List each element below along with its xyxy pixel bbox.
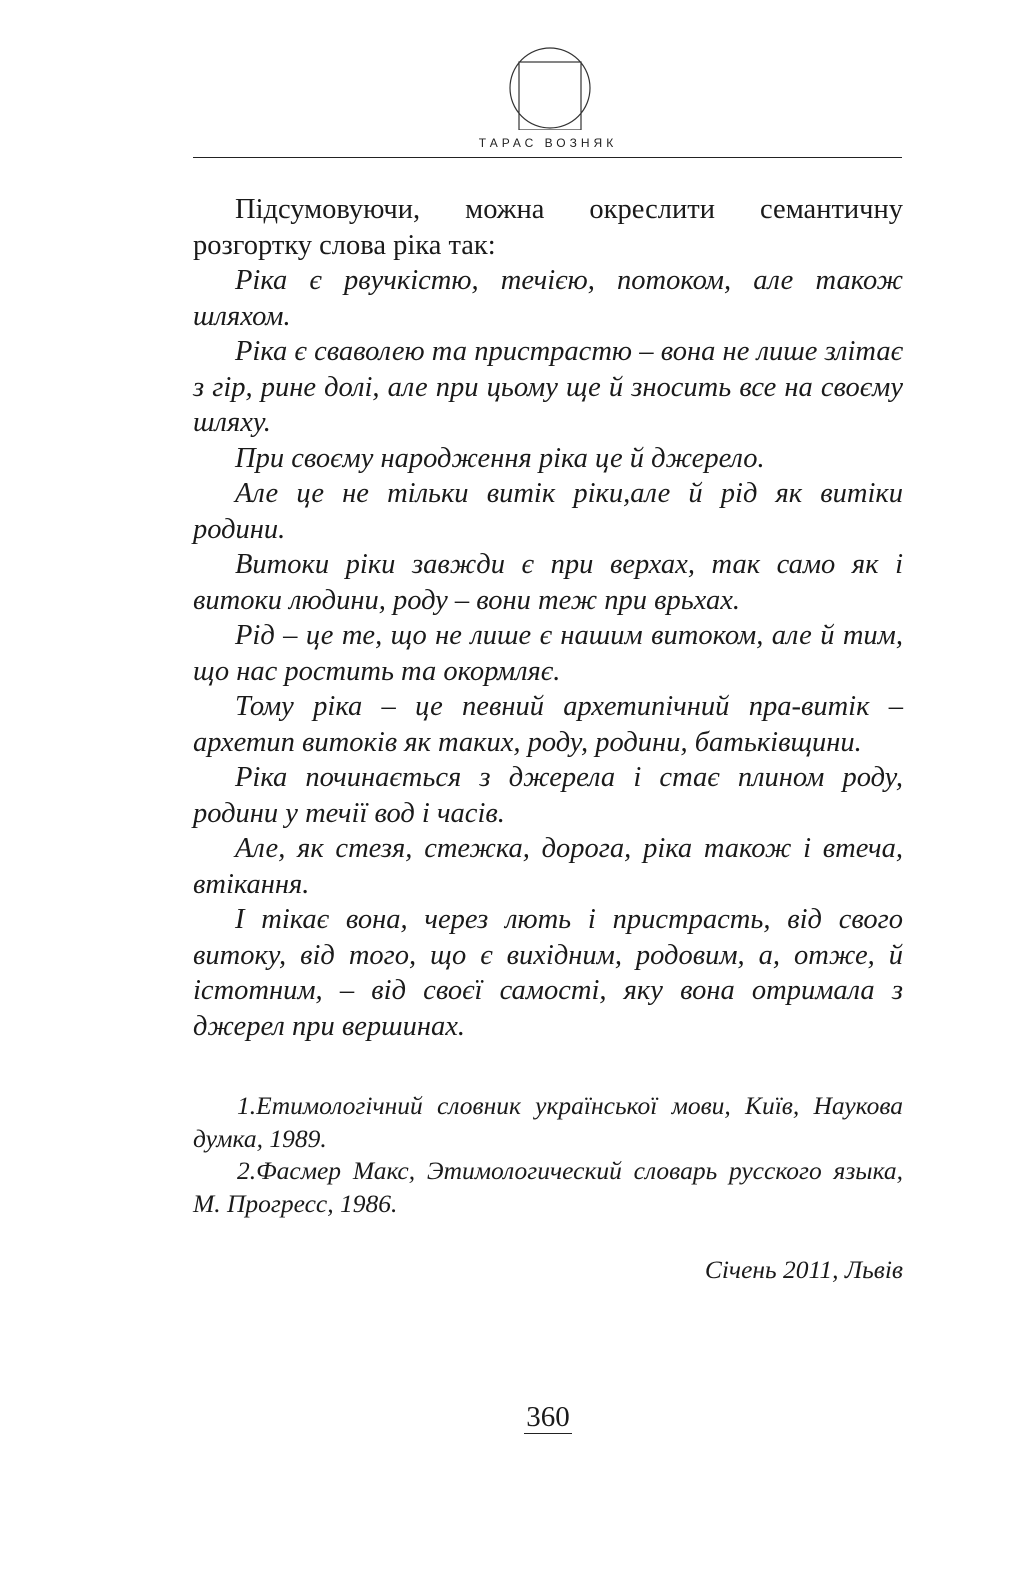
paragraph: Але, як стезя, стежка, дорога, ріка також і втеча, втікання. [193,833,903,900]
references [193,1090,903,1220]
paragraph: Ріка є рвучкістю, течією, потоком, але також шляхом. [193,265,903,332]
paragraph: Але це не тільки витік ріки,але й рід як витіки родини. [193,478,903,545]
paragraph: І тікає вона, через лють і пристрасть, від свого витоку, від того, що є вихідним, родовим, а, отже, й істотним, – від своєї самості, яку вона отримала з джерел при вершинах. [193,904,903,1042]
date-place-line: Січень 2011, Львів [704,1255,903,1284]
paragraph: Ріка є сваволею та пристрастю – вона не лише злітає з гір, рине долі, але при цьому ще й зносить все на своєму шляху. [193,336,903,438]
page-number-container [0,1400,1024,1434]
main-text [193,192,903,1044]
paragraph: Ріка починається з джерела і стає плином роду, родини у течії вод і часів. [193,762,903,829]
running-head-author: ТАРАС ВОЗНЯК [478,136,618,150]
paragraph: Рід – це те, що не лише є нашим витоком, але й тим, що нас ростить та окормляє. [193,620,903,687]
header-rule [193,157,902,158]
reference-item: 2.Фасмер Макс, Этимологический словарь русского языка, М. Прогресс, 1986. [193,1156,903,1218]
circle-square-emblem-icon [508,46,592,130]
paragraph: Тому ріка – це певний архетипічний пра-витік – архетип витоків як таких, роду, родини, батьківщини. [193,691,903,758]
paragraph: Витоки ріки завжди є при верхах, так само як і витоки людини, роду – вони теж при врьхах. [193,549,903,616]
page-number: 360 [526,1401,570,1433]
reference-item: 1.Етимологічний словник української мови, Київ, Наукова думка, 1989. [193,1091,903,1153]
paragraph: При своєму народження ріка це й джерело. [235,442,765,474]
paragraph-intro: Підсумовуючи, можна окреслити семантичну розгортку слова ріка так: [193,194,903,261]
